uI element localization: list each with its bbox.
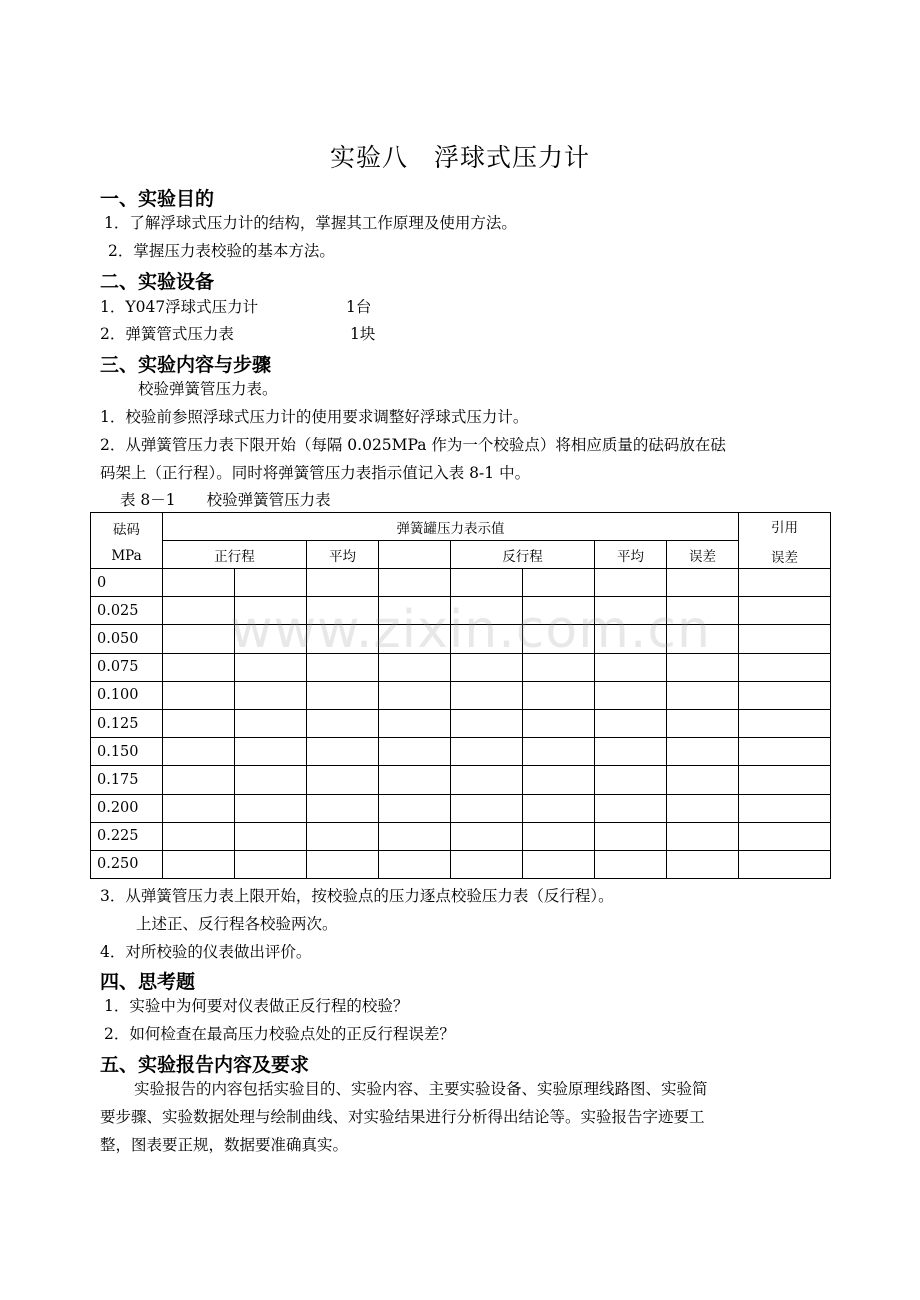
table-cell	[667, 794, 739, 822]
table-cell	[739, 681, 831, 709]
table-cell	[307, 709, 379, 737]
table-cell	[739, 850, 831, 878]
table-cell	[595, 569, 667, 597]
header-reference-error-line-2: 误差	[771, 549, 798, 566]
row-weight-label: 0.050	[91, 625, 163, 653]
table-cell	[595, 681, 667, 709]
report-paragraph-line-1: 实验报告的内容包括实验目的、实验内容、主要实验设备、实验原理线路图、实验简	[134, 1080, 708, 1098]
table-cell	[523, 681, 595, 709]
table-cell	[235, 794, 307, 822]
table-cell	[163, 569, 235, 597]
table-cell	[739, 569, 831, 597]
table-cell	[235, 822, 307, 850]
procedure-step-3: 3．从弹簧管压力表上限开始，按校验点的压力逐点校验压力表（反行程）。	[100, 887, 614, 905]
table-cell	[523, 597, 595, 625]
row-weight-label: 0.150	[91, 738, 163, 766]
table-cell	[523, 625, 595, 653]
table-cell	[523, 653, 595, 681]
table-cell	[451, 850, 523, 878]
table-cell	[451, 766, 523, 794]
row-weight-label: 0.250	[91, 850, 163, 878]
table-cell	[595, 822, 667, 850]
table-cell	[667, 625, 739, 653]
row-weight-label: 0.075	[91, 653, 163, 681]
row-weight-label: 0.100	[91, 681, 163, 709]
table-cell	[307, 625, 379, 653]
row-weight-label: 0.225	[91, 822, 163, 850]
table-cell	[163, 850, 235, 878]
table-caption: 表 8－1 校验弹簧管压力表	[120, 491, 331, 509]
table-cell	[523, 794, 595, 822]
equipment-item-2-qty: 1块	[350, 325, 376, 343]
table-row	[91, 569, 831, 597]
table-cell	[667, 709, 739, 737]
table-cell	[307, 653, 379, 681]
table-cell	[379, 681, 451, 709]
table-cell	[163, 653, 235, 681]
table-cell	[451, 794, 523, 822]
table-cell	[307, 822, 379, 850]
table-cell	[235, 850, 307, 878]
table-cell	[667, 681, 739, 709]
table-row	[91, 794, 831, 822]
table-cell	[667, 569, 739, 597]
procedure-step-2-line-2: 码架上（正行程）。同时将弹簧管压力表指示值记入表 8-1 中。	[100, 464, 531, 482]
report-paragraph-line-3: 整，图表要正规，数据要准确真实。	[100, 1136, 349, 1154]
table-cell	[163, 709, 235, 737]
table-cell	[451, 597, 523, 625]
table-cell	[163, 597, 235, 625]
table-cell	[451, 653, 523, 681]
table-cell	[595, 653, 667, 681]
table-cell	[523, 850, 595, 878]
header-error: 误差	[667, 541, 739, 569]
table-cell	[739, 653, 831, 681]
table-row	[91, 653, 831, 681]
table-cell	[163, 766, 235, 794]
table-body	[91, 569, 831, 879]
section-heading-report: 五、实验报告内容及要求	[100, 1054, 310, 1076]
table-cell	[451, 569, 523, 597]
table-cell	[379, 709, 451, 737]
equipment-item-1-qty: 1台	[346, 298, 372, 316]
table-row	[91, 625, 831, 653]
table-cell	[235, 597, 307, 625]
table-cell	[739, 794, 831, 822]
header-reference-error-line-1: 引用	[771, 519, 798, 536]
table-cell	[667, 653, 739, 681]
report-paragraph-line-2: 要步骤、实验数据处理与绘制曲线、对实验结果进行分析得出结论等。实验报告字迹要工	[100, 1108, 705, 1126]
section-heading-equipment: 二、实验设备	[100, 271, 215, 293]
table-cell	[379, 738, 451, 766]
table-cell	[667, 738, 739, 766]
table-cell	[379, 653, 451, 681]
table-cell	[451, 822, 523, 850]
table-cell	[667, 597, 739, 625]
table-cell	[595, 794, 667, 822]
table-cell	[739, 625, 831, 653]
table-cell	[235, 653, 307, 681]
section-heading-procedure: 三、实验内容与步骤	[100, 354, 272, 376]
table-cell	[595, 850, 667, 878]
table-cell	[379, 794, 451, 822]
table-cell	[235, 625, 307, 653]
table-cell	[379, 822, 451, 850]
equipment-item-2-name: 2．弹簧管式压力表	[100, 325, 234, 343]
row-weight-label: 0.200	[91, 794, 163, 822]
table-cell	[739, 738, 831, 766]
table-cell	[523, 766, 595, 794]
table-cell	[163, 681, 235, 709]
header-weight-label: 砝码	[113, 521, 140, 538]
equipment-item-1-name: 1．Y047浮球式压力计	[100, 298, 259, 316]
header-reverse-stroke: 反行程	[451, 541, 595, 569]
table-cell	[523, 709, 595, 737]
table-cell	[307, 766, 379, 794]
table-cell	[595, 738, 667, 766]
watermark: www.zixin.com.cn	[230, 600, 711, 660]
table-cell	[595, 597, 667, 625]
table-cell	[379, 850, 451, 878]
table-cell	[451, 681, 523, 709]
table-cell	[235, 681, 307, 709]
table-cell	[739, 597, 831, 625]
header-forward-stroke: 正行程	[163, 541, 307, 569]
table-cell	[379, 625, 451, 653]
header-gauge-reading: 弹簧罐压力表示值	[163, 513, 739, 541]
table-cell	[379, 597, 451, 625]
table-cell	[451, 709, 523, 737]
header-average-2: 平均	[595, 541, 667, 569]
table-row	[91, 597, 831, 625]
table-cell	[595, 709, 667, 737]
row-weight-label: 0	[91, 569, 163, 597]
table-cell	[523, 738, 595, 766]
procedure-step-1: 1．校验前参照浮球式压力计的使用要求调整好浮球式压力计。	[100, 408, 529, 426]
table-cell	[451, 738, 523, 766]
table-cell	[307, 738, 379, 766]
table-cell	[235, 569, 307, 597]
table-row	[91, 681, 831, 709]
question-2: 2．如何检查在最高压力校验点处的正反行程误差？	[104, 1025, 455, 1043]
table-cell	[379, 766, 451, 794]
procedure-step-3-note: 上述正、反行程各校验两次。	[136, 915, 338, 933]
calibration-table	[90, 512, 831, 879]
table-row	[91, 822, 831, 850]
table-cell	[667, 822, 739, 850]
row-weight-label: 0.175	[91, 766, 163, 794]
table-cell	[451, 625, 523, 653]
header-blank	[379, 541, 451, 569]
table-cell	[163, 738, 235, 766]
table-cell	[163, 822, 235, 850]
table-cell	[523, 569, 595, 597]
header-reference-error	[739, 513, 831, 569]
table-cell	[163, 794, 235, 822]
header-average-1: 平均	[307, 541, 379, 569]
section-heading-purpose: 一、实验目的	[100, 188, 215, 210]
table-cell	[235, 709, 307, 737]
table-cell	[307, 681, 379, 709]
table-cell	[307, 794, 379, 822]
table-cell	[595, 625, 667, 653]
section-heading-questions: 四、思考题	[100, 971, 196, 993]
table-cell	[523, 822, 595, 850]
table-row	[91, 850, 831, 878]
table-cell	[163, 625, 235, 653]
table-cell	[307, 850, 379, 878]
table-cell	[667, 766, 739, 794]
table-cell	[595, 766, 667, 794]
table-cell	[379, 569, 451, 597]
table-row	[91, 766, 831, 794]
purpose-item-1: 1．了解浮球式压力计的结构，掌握其工作原理及使用方法。	[104, 214, 517, 232]
header-weight-unit: MPa	[111, 547, 142, 564]
table-cell	[739, 709, 831, 737]
procedure-step-4: 4．对所校验的仪表做出评价。	[100, 943, 312, 961]
table-row	[91, 738, 831, 766]
procedure-intro: 校验弹簧管压力表。	[138, 380, 278, 398]
row-weight-label: 0.025	[91, 597, 163, 625]
header-weight	[91, 513, 163, 569]
table-cell	[667, 850, 739, 878]
question-1: 1．实验中为何要对仪表做正反行程的校验？	[104, 997, 409, 1015]
page-title: 实验八 浮球式压力计	[329, 143, 590, 172]
purpose-item-2: 2．掌握压力表校验的基本方法。	[108, 242, 335, 260]
row-weight-label: 0.125	[91, 709, 163, 737]
table-cell	[739, 766, 831, 794]
table-row	[91, 709, 831, 737]
table-cell	[739, 822, 831, 850]
table-cell	[307, 569, 379, 597]
table-cell	[235, 738, 307, 766]
table-cell	[235, 766, 307, 794]
table-cell	[307, 597, 379, 625]
procedure-step-2-line-1: 2．从弹簧管压力表下限开始（每隔 0.025MPa 作为一个校验点）将相应质量的砝码放在砝	[100, 436, 726, 454]
